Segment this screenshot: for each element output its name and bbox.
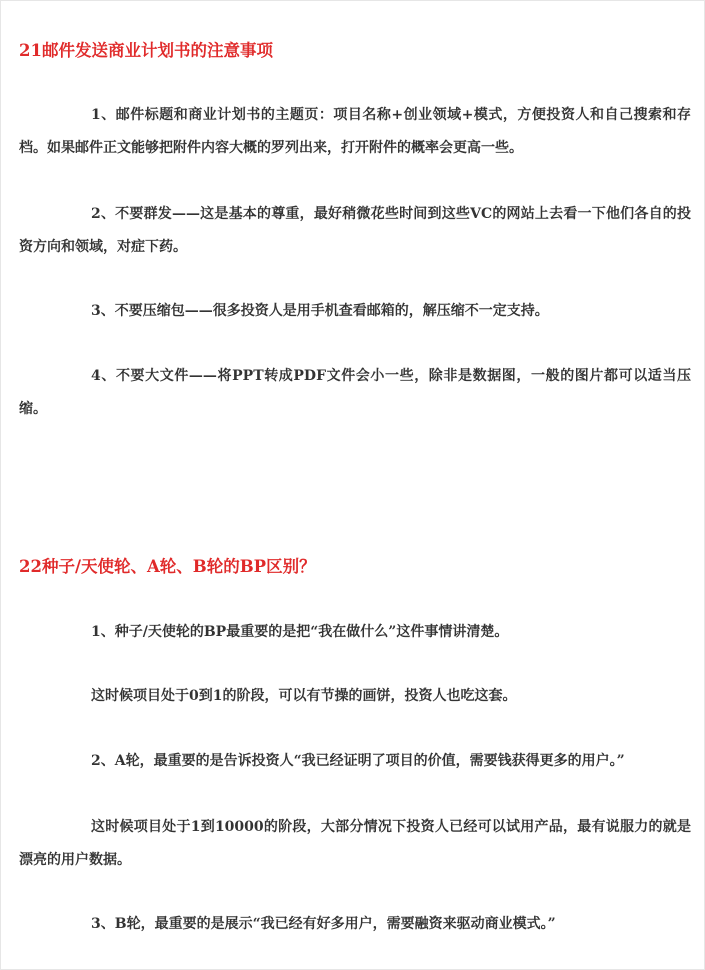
paragraph: 1、种子/天使轮的BP最重要的是把“我在做什么”这件事情讲清楚。	[91, 624, 509, 640]
section-22-para-2	[19, 680, 691, 713]
section-21-para-2	[19, 198, 691, 264]
section-22-para-3	[19, 745, 691, 778]
section-22	[19, 556, 691, 578]
section-21	[19, 40, 691, 62]
paragraph: 这时候项目处于1到10000的阶段，大部分情况下投资人已经可以试用产品，最有说服力的就是漂亮的用户数据。	[19, 819, 691, 868]
paragraph: 2、不要群发——这是基本的尊重，最好稍微花些时间到这些VC的网站上去看一下他们各自的投资方向和领域，对症下药。	[19, 206, 691, 255]
paragraph: 3、B轮，最重要的是展示“我已经有好多用户，需要融资来驱动商业模式。”	[91, 916, 556, 932]
paragraph: 2、A轮，最重要的是告诉投资人“我已经证明了项目的价值，需要钱获得更多的用户。”	[91, 753, 625, 769]
paragraph: 3、不要压缩包——很多投资人是用手机查看邮箱的，解压缩不一定支持。	[91, 303, 549, 319]
paragraph: 4、不要大文件——将PPT转成PDF文件会小一些，除非是数据图，一般的图片都可以适当压缩。	[19, 368, 691, 417]
section-heading: 21邮件发送商业计划书的注意事项	[19, 41, 273, 60]
paragraph: 这时候项目处于0到1的阶段，可以有节操的画饼，投资人也吃这套。	[91, 688, 517, 704]
section-22-para-4	[19, 811, 691, 877]
section-21-para-4	[19, 360, 691, 426]
section-22-para-5	[19, 908, 691, 941]
section-21-para-1	[19, 99, 691, 165]
section-heading: 22种子/天使轮、A轮、B轮的BP区别？	[19, 557, 316, 576]
paragraph: 1、邮件标题和商业计划书的主题页：项目名称+创业领域+模式，方便投资人和自己搜索和存档。如果邮件正文能够把附件内容大概的罗列出来，打开附件的概率会更高一些。	[19, 107, 691, 156]
section-21-para-3	[19, 295, 691, 328]
section-22-para-1	[19, 616, 691, 649]
